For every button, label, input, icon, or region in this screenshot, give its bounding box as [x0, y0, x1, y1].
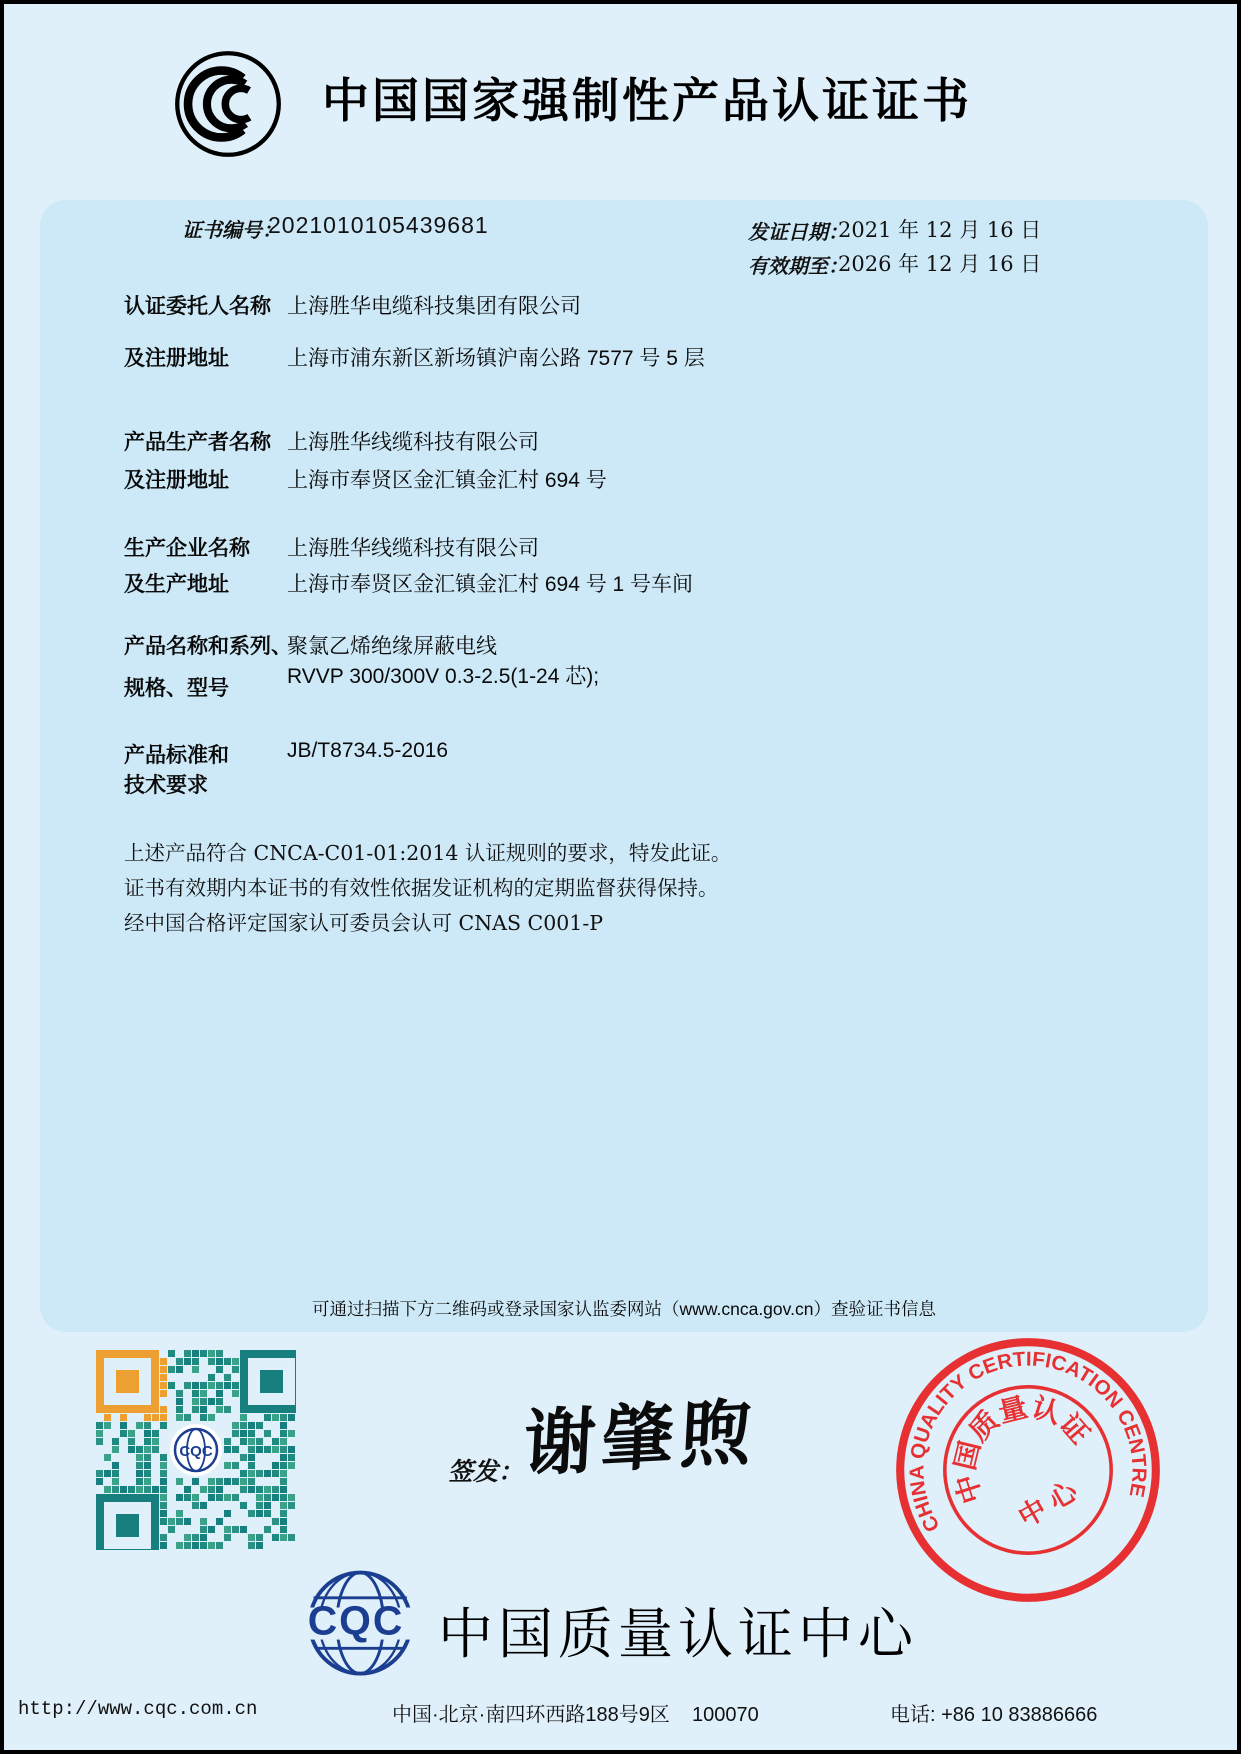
page-title: 中国国家强制性产品认证证书: [322, 74, 972, 127]
producer-name-value: 上海胜华线缆科技有限公司: [287, 431, 539, 454]
issue-date-label: 发证日期：: [748, 220, 848, 244]
issuer-org-name: 中国质量认证中心: [438, 1603, 919, 1665]
cqc-globe-logo-icon: [300, 1566, 436, 1684]
signature-handwritten: 谢肇煦: [521, 1388, 760, 1487]
valid-until-label: 有效期至：: [748, 254, 848, 278]
statement-line: 上述产品符合 CNCA-C01-01:2014 认证规则的要求，特发此证。: [124, 841, 732, 865]
certificate-number-value: 2021010105439681: [268, 212, 489, 238]
producer-address-value: 上海市奉贤区金汇镇金汇村 694 号: [287, 469, 607, 492]
applicant-name-value: 上海胜华电缆科技集团有限公司: [287, 295, 581, 318]
factory-name-label: 生产企业名称: [124, 537, 250, 560]
cqc-red-stamp: [886, 1328, 1170, 1612]
footer-address: 中国·北京·南四环西路188号9区 100070: [392, 1704, 759, 1726]
qr-code-image: [96, 1350, 296, 1550]
qr-verification-note: 可通过扫描下方二维码或登录国家认监委网站（www.cnca.gov.cn）查验证书信息: [312, 1299, 936, 1319]
product-model-label: 规格、型号: [124, 677, 229, 700]
factory-address-label: 及生产地址: [124, 573, 229, 596]
certificate-panel: [40, 200, 1208, 1332]
product-name-value: 聚氯乙烯绝缘屏蔽电线: [287, 635, 497, 658]
sign-label: 签发：: [448, 1457, 524, 1486]
applicant-name-label: 认证委托人名称: [124, 295, 271, 318]
stamp-chinese-center-text: 中 心: [1012, 1474, 1083, 1533]
certification-statements: [124, 836, 1104, 941]
standard-value: JB/T8734.5-2016: [287, 739, 449, 762]
stamp-english-text: CHINA QUALITY CERTIFICATION CENTRE: [906, 1348, 1150, 1536]
factory-address-value: 上海市奉贤区金汇镇金汇村 694 号 1 号车间: [287, 573, 694, 596]
product-name-label: 产品名称和系列、: [124, 635, 292, 658]
valid-until-value: 2026 年 12 月 16 日: [838, 252, 1042, 276]
qr-code: [96, 1350, 296, 1550]
footer-phone: 电话: +86 10 83886666: [890, 1704, 1098, 1726]
producer-name-label: 产品生产者名称: [124, 431, 271, 454]
stamp-chinese-arc-text: 中国质量认证: [949, 1391, 1095, 1508]
factory-name-value: 上海胜华线缆科技有限公司: [287, 537, 539, 560]
applicant-address-value: 上海市浦东新区新场镇沪南公路 7577 号 5 层: [287, 347, 705, 370]
footer-website: http://www.cqc.com.cn: [18, 1698, 258, 1720]
product-model-value: RVVP 300/300V 0.3-2.5(1-24 芯);: [287, 665, 600, 688]
certificate-number-label: 证书编号：: [182, 218, 282, 242]
standard-label: 产品标准和: [124, 744, 229, 767]
producer-address-label: 及注册地址: [124, 469, 229, 492]
cqc-logo-letters: CQC: [307, 1597, 405, 1644]
ccc-logo-icon: [174, 50, 282, 158]
statement-line: 经中国合格评定国家认可委员会认可 CNAS C001-P: [124, 911, 604, 935]
statement-line: 证书有效期内本证书的有效性依据发证机构的定期监督获得保持。: [124, 876, 719, 900]
issue-date-value: 2021 年 12 月 16 日: [838, 218, 1042, 242]
technical-requirements-label: 技术要求: [124, 774, 208, 797]
applicant-address-label: 及注册地址: [124, 347, 229, 370]
svg-text:CQC: CQC: [179, 1443, 213, 1460]
